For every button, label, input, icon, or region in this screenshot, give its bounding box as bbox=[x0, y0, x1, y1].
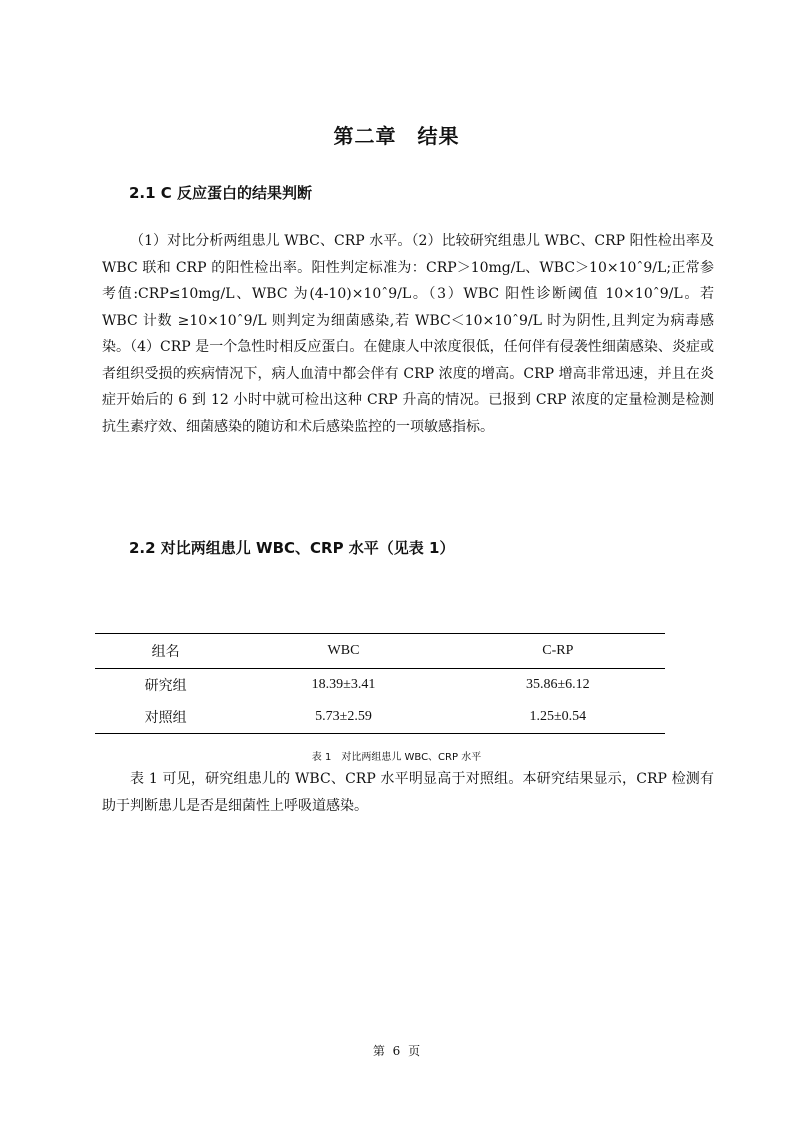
table-row bbox=[95, 669, 665, 702]
table-cell: 18.39±3.41 bbox=[311, 677, 376, 692]
table-caption: 表 1 对比两组患儿 WBC、CRP 水平 bbox=[311, 752, 482, 763]
comparison-table bbox=[95, 633, 665, 734]
header-wbc: WBC bbox=[327, 643, 360, 658]
chapter-title: 第二章 结果 bbox=[333, 124, 460, 148]
table-row bbox=[95, 701, 665, 734]
section-2-1-paragraph: （1）对比分析两组患儿 WBC、CRP 水平。（2）比较研究组患儿 WBC、CRP 阳性检出率及 WBC 联和 CRP 的阳性检出率。阳性判定标准为：CRP＞10mg/L、WBC＞10×10ˆ9/L;正常参考值:CRP≤10mg/L、WBC 为(4-10)×10ˆ9/L。（3）WBC 阳性诊断阈值 10×10ˆ9/L。若 WBC 计数 ≥10×10ˆ9/L 则判定为细菌感染,若 WBC＜10×10ˆ9/L 时为阴性,且判定为病毒感染。（4）CRP 是一个急性时相反应蛋白。在健康人中浓度很低，任何伴有侵袭性细菌感染、炎症或者组织受损的疾病情况下，病人血清中都会伴有 CRP 浓度的增高。CRP 增高非常迅速，并且在炎症开始后的 6 到 12 小时中就可检出这种 CRP 升高的情况。已报到 CRP 浓度的定量检测是检测抗生素疗效、细菌感染的随访和术后感染监控的一项敏感指标。 bbox=[102, 233, 714, 435]
table-cell: 对照组 bbox=[144, 711, 187, 726]
section-2-2-paragraph: 表 1 可见，研究组患儿的 WBC、CRP 水平明显高于对照组。本研究结果显示，CRP 检测有助于判断患儿是否是细菌性上呼吸道感染。 bbox=[102, 771, 714, 814]
section-heading-2-1: 2.1 C 反应蛋白的结果判断 bbox=[129, 184, 313, 202]
table-cell: 研究组 bbox=[144, 679, 187, 694]
table-cell: 35.86±6.12 bbox=[525, 677, 590, 692]
table-cell: 1.25±0.54 bbox=[529, 709, 587, 724]
section-heading-2-2: 2.2 对比两组患儿 WBC、CRP 水平（见表 1） bbox=[129, 539, 455, 557]
table-header-row bbox=[95, 634, 665, 669]
header-crp: C-RP bbox=[542, 643, 574, 658]
table-cell: 5.73±2.59 bbox=[315, 709, 372, 724]
page-number: 第 6 页 bbox=[372, 1044, 421, 1058]
header-group-name: 组名 bbox=[151, 645, 180, 660]
